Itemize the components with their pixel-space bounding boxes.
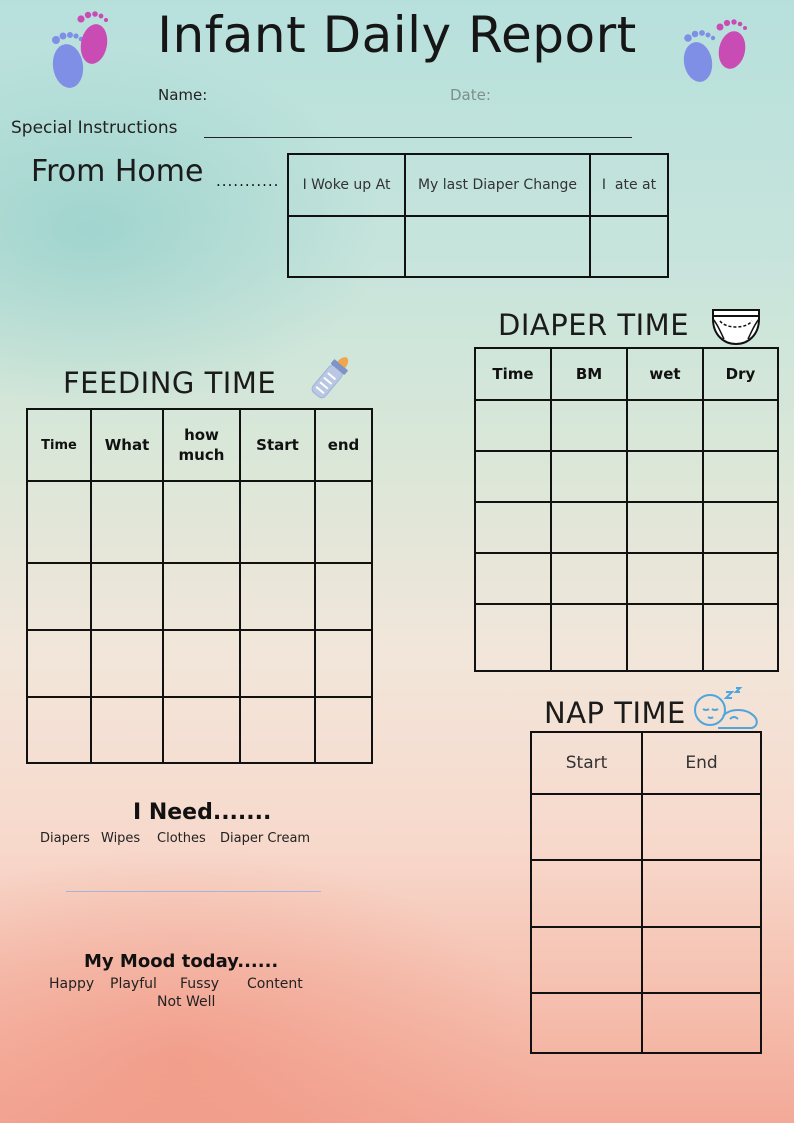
diaper-header-bm: BM xyxy=(551,348,627,400)
diaper-header-wet: wet xyxy=(627,348,703,400)
feeding-cell[interactable] xyxy=(240,481,315,563)
from-home-header-diaper: My last Diaper Change xyxy=(405,154,590,216)
diaper-cell[interactable] xyxy=(551,604,627,671)
from-home-table xyxy=(287,153,669,278)
from-home-cell[interactable] xyxy=(590,216,668,277)
feeding-cell[interactable] xyxy=(240,563,315,630)
diaper-header-time: Time xyxy=(475,348,551,400)
nap-cell[interactable] xyxy=(642,794,761,860)
feeding-cell[interactable] xyxy=(163,697,240,763)
diaper-cell[interactable] xyxy=(551,400,627,451)
diaper-table xyxy=(474,347,779,672)
nap-header-end: End xyxy=(642,732,761,794)
feeding-cell[interactable] xyxy=(27,481,91,563)
from-home-label: From Home xyxy=(31,154,204,189)
diaper-cell[interactable] xyxy=(627,553,703,604)
date-label: Date: xyxy=(450,86,491,104)
from-home-cell[interactable] xyxy=(405,216,590,277)
nap-cell[interactable] xyxy=(531,927,642,993)
feeding-cell[interactable] xyxy=(27,563,91,630)
diaper-cell[interactable] xyxy=(551,502,627,553)
diaper-cell[interactable] xyxy=(475,604,551,671)
feeding-cell[interactable] xyxy=(315,563,372,630)
needs-option-diapers[interactable]: Diapers xyxy=(40,831,90,846)
feeding-header-how-much: how much xyxy=(163,409,240,481)
nap-cell[interactable] xyxy=(531,860,642,927)
feeding-header-start: Start xyxy=(240,409,315,481)
diaper-cell[interactable] xyxy=(703,553,778,604)
needs-divider xyxy=(66,891,321,892)
diaper-time-title: DIAPER TIME xyxy=(498,308,690,342)
from-home-header-woke: I Woke up At xyxy=(288,154,405,216)
diaper-icon xyxy=(710,305,762,347)
from-home-header-ate: I ate at xyxy=(590,154,668,216)
nap-cell[interactable] xyxy=(642,860,761,927)
feeding-cell[interactable] xyxy=(240,630,315,697)
diaper-cell[interactable] xyxy=(475,400,551,451)
feeding-cell[interactable] xyxy=(27,697,91,763)
from-home-dots: ........... xyxy=(216,172,280,190)
diaper-cell[interactable] xyxy=(703,400,778,451)
mood-option-not-well[interactable]: Not Well xyxy=(157,994,216,1010)
feeding-cell[interactable] xyxy=(91,563,163,630)
special-instructions-line[interactable] xyxy=(204,137,632,138)
feeding-cell[interactable] xyxy=(315,481,372,563)
feeding-cell[interactable] xyxy=(163,563,240,630)
mood-option-fussy[interactable]: Fussy xyxy=(180,976,220,992)
feeding-cell[interactable] xyxy=(91,697,163,763)
diaper-cell[interactable] xyxy=(703,502,778,553)
nap-table xyxy=(530,731,762,1054)
nap-cell[interactable] xyxy=(642,927,761,993)
name-label: Name: xyxy=(158,86,208,104)
diaper-cell[interactable] xyxy=(703,451,778,502)
sleeping-baby-icon xyxy=(688,686,762,732)
diaper-cell[interactable] xyxy=(551,451,627,502)
feeding-cell[interactable] xyxy=(240,697,315,763)
feeding-time-title: FEEDING TIME xyxy=(63,366,277,400)
feeding-header-what: What xyxy=(91,409,163,481)
baby-bottle-icon xyxy=(305,352,357,402)
diaper-cell[interactable] xyxy=(627,604,703,671)
diaper-cell[interactable] xyxy=(703,604,778,671)
mood-title: My Mood today...... xyxy=(84,951,279,972)
feeding-cell[interactable] xyxy=(315,697,372,763)
diaper-header-dry: Dry xyxy=(703,348,778,400)
nap-cell[interactable] xyxy=(531,993,642,1053)
diaper-cell[interactable] xyxy=(627,451,703,502)
mood-option-content[interactable]: Content xyxy=(247,976,303,992)
feeding-header-end: end xyxy=(315,409,372,481)
special-instructions-label: Special Instructions xyxy=(11,118,178,138)
nap-time-title: NAP TIME xyxy=(544,696,686,730)
diaper-cell[interactable] xyxy=(475,553,551,604)
feeding-cell[interactable] xyxy=(27,630,91,697)
nap-header-start: Start xyxy=(531,732,642,794)
feeding-cell[interactable] xyxy=(163,481,240,563)
feeding-header-time: Time xyxy=(27,409,91,481)
diaper-cell[interactable] xyxy=(475,451,551,502)
diaper-cell[interactable] xyxy=(627,400,703,451)
needs-option-diaper-cream[interactable]: Diaper Cream xyxy=(220,831,311,846)
needs-option-clothes[interactable]: Clothes xyxy=(157,831,206,846)
needs-title: I Need....... xyxy=(133,800,272,825)
page-title: Infant Daily Report xyxy=(157,6,637,64)
feeding-table xyxy=(26,408,373,764)
mood-option-happy[interactable]: Happy xyxy=(49,976,95,992)
needs-option-wipes[interactable]: Wipes xyxy=(101,831,141,846)
nap-cell[interactable] xyxy=(642,993,761,1053)
nap-cell[interactable] xyxy=(531,794,642,860)
feeding-cell[interactable] xyxy=(163,630,240,697)
diaper-cell[interactable] xyxy=(551,553,627,604)
diaper-cell[interactable] xyxy=(627,502,703,553)
feeding-cell[interactable] xyxy=(91,630,163,697)
mood-option-playful[interactable]: Playful xyxy=(110,976,157,992)
feeding-cell[interactable] xyxy=(315,630,372,697)
feeding-cell[interactable] xyxy=(91,481,163,563)
diaper-cell[interactable] xyxy=(475,502,551,553)
from-home-cell[interactable] xyxy=(288,216,405,277)
